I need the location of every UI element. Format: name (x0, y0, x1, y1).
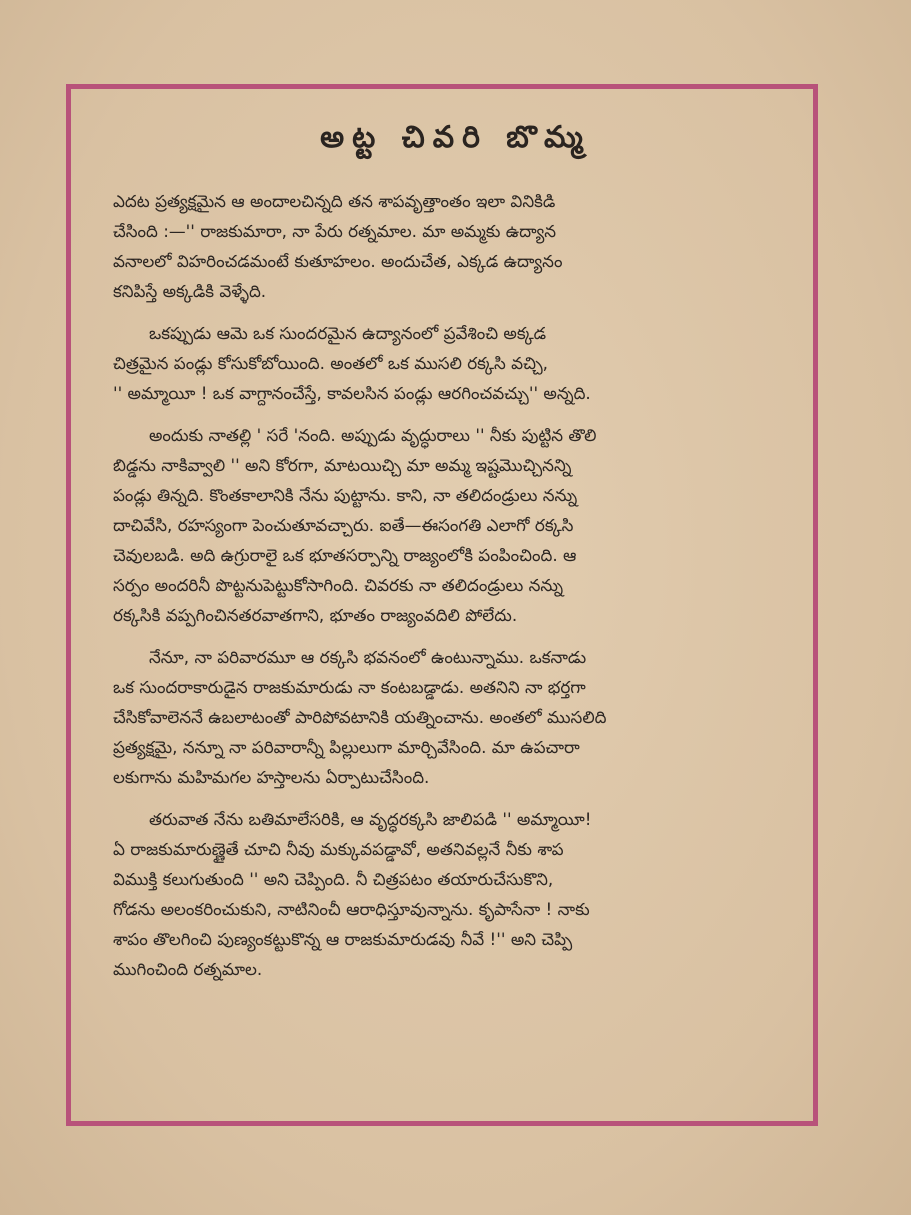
text-line: ఏ రాజకుమారుణ్ణైతే చూచి నీవు మక్కువపడ్డావో, అతనివల్లనే నీకు శాప (113, 839, 564, 859)
paragraph (113, 642, 799, 792)
text-line: గోడను అలంకరించుకుని, నాటినించీ ఆరాధిస్తూవున్నాను. కృపాసేనా ! నాకు (113, 899, 590, 919)
text-line: ఒక సుందరాకారుడైన రాజకుమారుడు నా కంటబడ్డాడు. అతనిని నా భర్తగా (113, 677, 586, 697)
text-line: బిడ్డను నాకివ్వాలి '' అని కోరగా, మాటయిచ్చి మా అమ్మ ఇష్టమొచ్చినన్ని (113, 455, 572, 475)
text-line: వనాలలో విహరించడమంటే కుతూహలం. అందుచేత, ఎక్కడ ఉద్యానం (113, 251, 563, 271)
text-line: చేసింది :—'' రాజకుమారా, నా పేరు రత్నమాల. మా అమ్మకు ఉద్యాన (113, 221, 557, 241)
story-text (113, 186, 799, 996)
text-line: కనిపిస్తే అక్కడికి వెళ్ళేది. (113, 281, 267, 301)
text-line: విముక్తి కలుగుతుంది '' అని చెప్పింది. నీ చిత్రపటం తయారుచేసుకొని, (113, 869, 554, 889)
text-line: చెవులబడి. అది ఉగ్రురాలై ఒక భూతసర్పాన్ని రాజ్యంలోకి పంపించింది. ఆ (113, 545, 577, 565)
paragraph (113, 186, 799, 306)
paragraph (113, 804, 799, 984)
text-line: నేనూ, నా పరివారమూ ఆ రక్కసి భవనంలో ఉంటున్నాము. ఒకనాడు (149, 647, 587, 667)
text-line: అందుకు నాతల్లి ' సరే 'నంది. అప్పుడు వృద్ధురాలు '' నీకు పుట్టిన తొలి (149, 425, 597, 445)
paragraph (113, 318, 799, 408)
text-line: చేసికోవాలెననే ఉబలాటంతో పారిపోవటానికి యత్నించాను. అంతలో ముసలిది (113, 707, 607, 727)
text-line: సర్పం అందరినీ పొట్టనుపెట్టుకోసాగింది. చివరకు నా తలిదండ్రులు నన్ను (113, 575, 564, 595)
text-line: లకుగాను మహిమగల హస్తాలను ఏర్పాటుచేసింది. (113, 767, 430, 787)
paragraph (113, 420, 799, 630)
text-line: ఎదట ప్రత్యక్షమైన ఆ అందాలచిన్నది తన శాపవృత్తాంతం ఇలా వినికిడి (113, 191, 556, 211)
text-line: చిత్రమైన పండ్లు కోసుకోబోయింది. అంతలో ఒక ముసలి రక్కసి వచ్చి, (113, 353, 548, 373)
text-line: ప్రత్యక్షమై, నన్నూ నా పరివారాన్నీ పిల్లులుగా మార్చివేసింది. మా ఉపచారా (113, 737, 580, 757)
page-title: అట్ట చివరి బొమ్మ (320, 120, 591, 155)
text-line: దాచివేసి, రహస్యంగా పెంచుతూవచ్చారు. ఐతే—ఈసంగతి ఎలాగో రక్కసి (113, 515, 574, 535)
text-line: పండ్లు తిన్నది. కొంతకాలానికి నేను పుట్టాను. కాని, నా తలిదండ్రులు నన్ను (113, 485, 578, 505)
text-line: ముగించింది రత్నమాల. (113, 959, 263, 979)
text-line: '' అమ్మాయీ ! ఒక వాగ్దానంచేస్తే, కావలసిన పండ్లు ఆరగించవచ్చు'' అన్నది. (113, 383, 591, 403)
text-line: ఒకప్పుడు ఆమె ఒక సుందరమైన ఉద్యానంలో ప్రవేశించి అక్కడ (149, 323, 547, 343)
text-line: తరువాత నేను బతిమాలేసరికి, ఆ వృద్ధరక్కసి జాలిపడి '' అమ్మాయీ! (149, 809, 592, 829)
text-line: శాపం తొలగించి పుణ్యంకట్టుకొన్న ఆ రాజకుమారుడవు నీవే !'' అని చెప్పి (113, 929, 573, 949)
text-line: రక్కసికి వప్పగించినతరవాతగాని, భూతం రాజ్యంవదిలి పోలేదు. (113, 605, 518, 625)
